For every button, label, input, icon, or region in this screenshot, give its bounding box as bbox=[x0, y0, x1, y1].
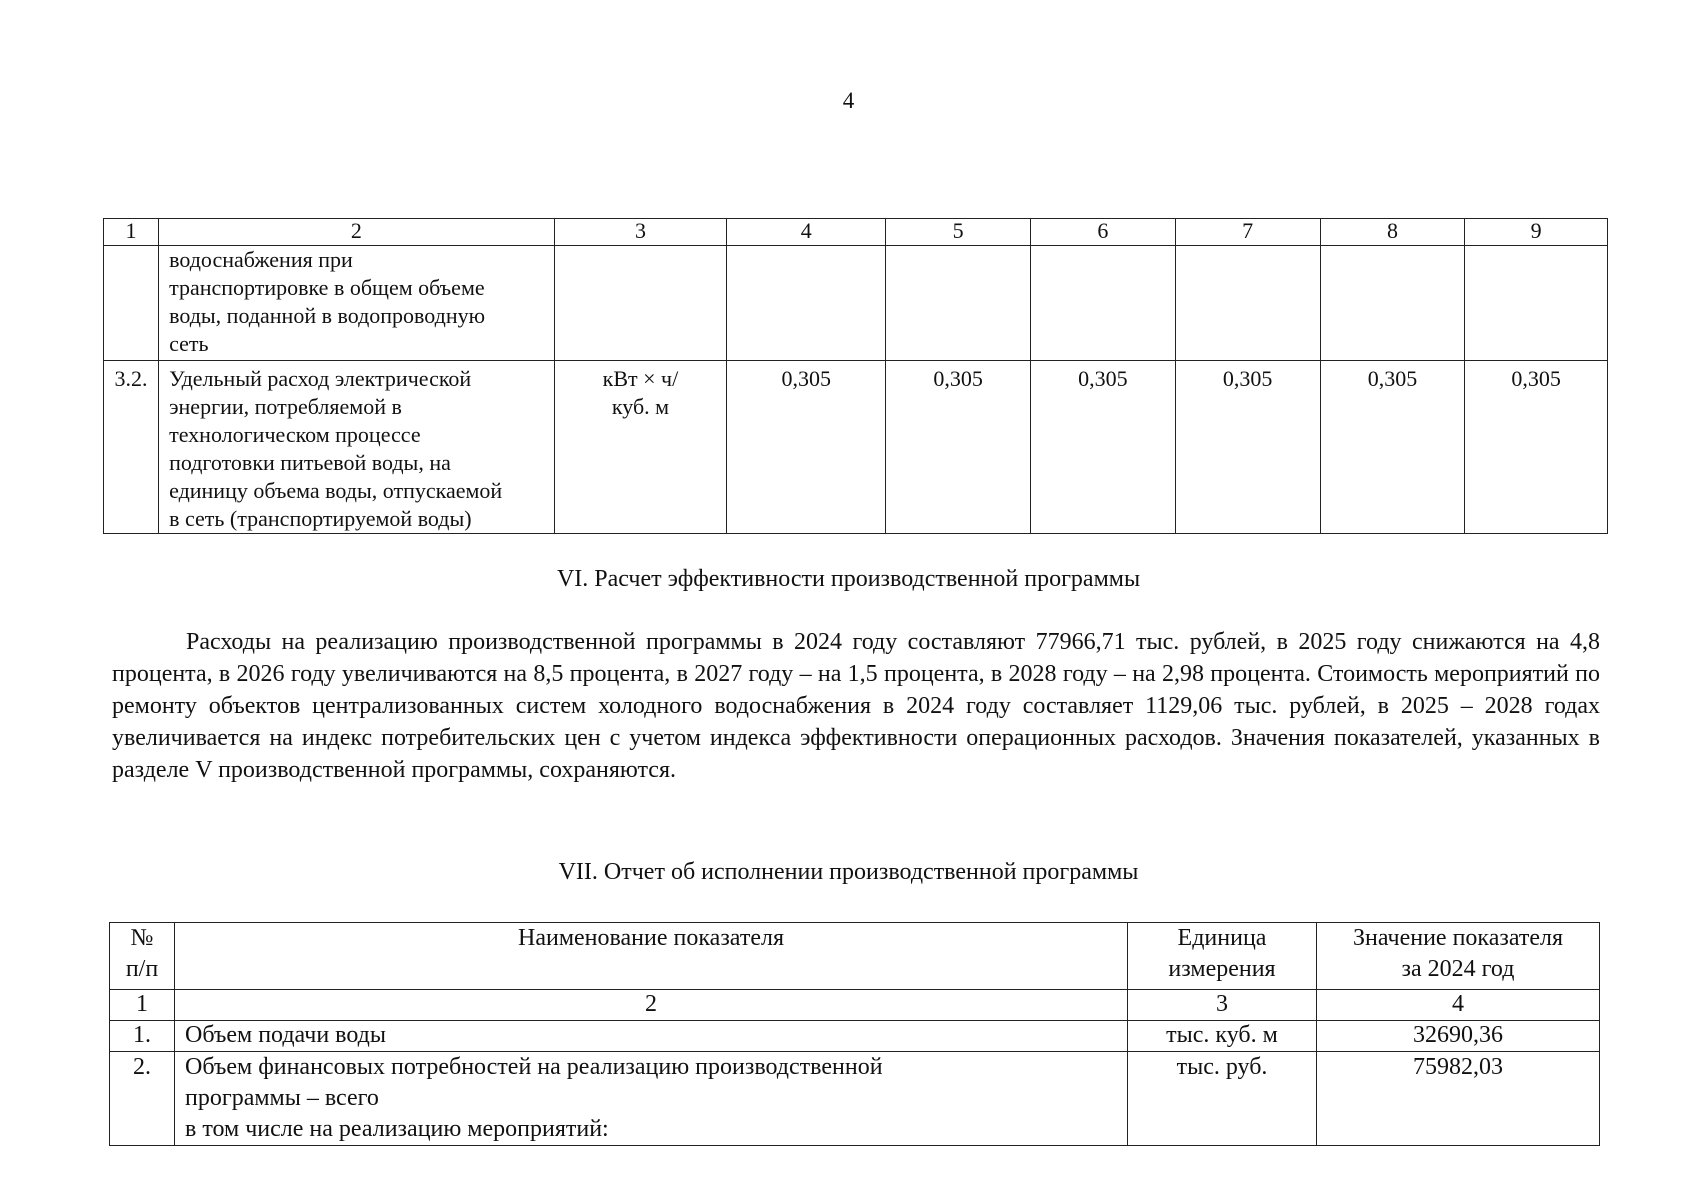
col-number: 8 bbox=[1320, 219, 1465, 246]
row-number: 2. bbox=[110, 1052, 175, 1146]
text-line: сеть bbox=[169, 331, 209, 356]
text-line: воды, поданной в водопроводную bbox=[169, 303, 486, 328]
indicators-table-continued bbox=[103, 218, 1608, 534]
text-line: за 2024 год bbox=[1401, 956, 1515, 982]
col-number: 4 bbox=[727, 219, 886, 246]
text-line: энергии, потребляемой в bbox=[169, 394, 402, 419]
value-cell: 0,305 bbox=[1030, 361, 1175, 534]
value-cell: 0,305 bbox=[886, 361, 1031, 534]
table-row bbox=[104, 246, 1608, 361]
col-number: 1 bbox=[104, 219, 159, 246]
value-cell: 0,305 bbox=[1175, 361, 1320, 534]
row-number: 1. bbox=[110, 1021, 175, 1052]
text-line: в сеть (транспортируемой воды) bbox=[169, 506, 472, 531]
value-cell: 0,305 bbox=[1465, 361, 1608, 534]
table-row bbox=[104, 361, 1608, 534]
header-number bbox=[110, 923, 175, 990]
text-line: п/п bbox=[125, 956, 159, 982]
indicator-name bbox=[159, 246, 554, 361]
text-line: технологическом процессе bbox=[169, 422, 421, 447]
column-number-row bbox=[104, 219, 1608, 246]
table-row bbox=[110, 1021, 1600, 1052]
empty-cell bbox=[554, 246, 727, 361]
text-line: Значение показателя bbox=[1352, 925, 1564, 951]
unit-cell: тыс. куб. м bbox=[1128, 1021, 1317, 1052]
empty-cell bbox=[727, 246, 886, 361]
section-6-title: VI. Расчет эффективности производственной программы bbox=[556, 566, 1141, 592]
text-line: программы – всего bbox=[185, 1085, 379, 1111]
indicator-name bbox=[175, 1052, 1128, 1146]
unit-cell: тыс. руб. bbox=[1128, 1052, 1317, 1146]
header-unit bbox=[1128, 923, 1317, 990]
unit-cell bbox=[554, 361, 727, 534]
text-line: водоснабжения при bbox=[169, 247, 353, 272]
section-7-title: VII. Отчет об исполнении производственной программы bbox=[558, 859, 1139, 885]
col-number: 5 bbox=[886, 219, 1031, 246]
value-cell: 0,305 bbox=[727, 361, 886, 534]
col-number: 4 bbox=[1317, 990, 1600, 1021]
text-line: Объем финансовых потребностей на реализацию производственной bbox=[185, 1054, 883, 1080]
indicator-name bbox=[159, 361, 554, 534]
text-line: подготовки питьевой воды, на bbox=[169, 450, 451, 475]
empty-cell bbox=[1465, 246, 1608, 361]
value-cell: 75982,03 bbox=[1317, 1052, 1600, 1146]
col-number: 1 bbox=[110, 990, 175, 1021]
column-number-row bbox=[110, 990, 1600, 1021]
header-indicator-name: Наименование показателя bbox=[175, 923, 1128, 990]
col-number: 3 bbox=[554, 219, 727, 246]
col-number: 2 bbox=[175, 990, 1128, 1021]
row-number bbox=[104, 246, 159, 361]
table-header-row bbox=[110, 923, 1600, 990]
header-value bbox=[1317, 923, 1600, 990]
text-line: Удельный расход электрической bbox=[169, 366, 472, 391]
col-number: 3 bbox=[1128, 990, 1317, 1021]
text-line: куб. м bbox=[611, 394, 670, 419]
text-line: транспортировке в общем объеме bbox=[169, 275, 485, 300]
table-row bbox=[110, 1052, 1600, 1146]
text-line: кВт × ч/ bbox=[602, 366, 679, 391]
empty-cell bbox=[1030, 246, 1175, 361]
value-cell: 0,305 bbox=[1320, 361, 1465, 534]
text-line: Единица bbox=[1177, 925, 1267, 951]
text-line: в том числе на реализацию мероприятий: bbox=[185, 1116, 609, 1142]
col-number: 6 bbox=[1030, 219, 1175, 246]
text-line: единицу объема воды, отпускаемой bbox=[169, 478, 503, 503]
page-number: 4 bbox=[842, 88, 855, 113]
text-line: № bbox=[130, 925, 154, 951]
empty-cell bbox=[1175, 246, 1320, 361]
row-number: 3.2. bbox=[104, 361, 159, 534]
value-cell: 32690,36 bbox=[1317, 1021, 1600, 1052]
section-6-paragraph: Расходы на реализацию производственной программы в 2024 году составляют 77966,71 тыс. рублей, в 2025 году снижаются на 4,8 процента, в 2026 году увеличиваются на 8,5 процента, в 2027 году – на 1,5 процента, в 2028 году – на 2,98 процента. Стоимость мероприятий по ремонту объектов централизованных систем холодного водоснабжения в 2024 году составляет 1129,06 тыс. рублей, в 2025 – 2028 годах увеличивается на индекс потребительских цен с учетом индекса эффективности операционных расходов. Значения показателей, указанных в разделе V производственной программы, сохраняются. bbox=[112, 629, 1600, 783]
program-execution-report-table bbox=[109, 922, 1600, 1146]
col-number: 7 bbox=[1175, 219, 1320, 246]
empty-cell bbox=[1320, 246, 1465, 361]
col-number: 2 bbox=[159, 219, 554, 246]
empty-cell bbox=[886, 246, 1031, 361]
text-line: измерения bbox=[1168, 956, 1276, 982]
col-number: 9 bbox=[1465, 219, 1608, 246]
indicator-name: Объем подачи воды bbox=[175, 1021, 1128, 1052]
